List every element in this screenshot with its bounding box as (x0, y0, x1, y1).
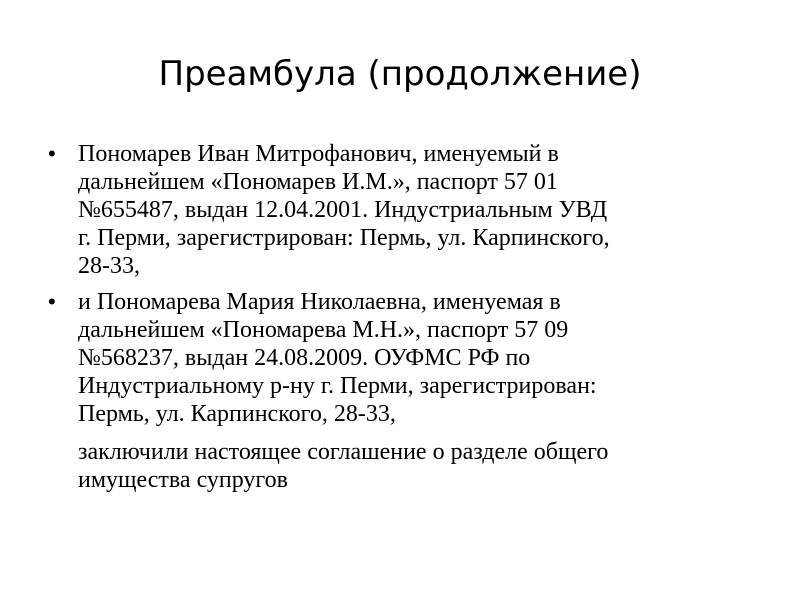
bullet-text-wife: и Пономарева Мария Николаевна, именуемая в дальнейшем «Пономарева М.Н.», паспорт 57 09 №568237, выдан 24.08.2009. ОУФМС РФ по Индустриальному р-ну г. Перми, зарегистрирован: Пермь, ул. Карпинского, 28-33, (78, 289, 597, 427)
bullet-item-husband (40, 140, 760, 280)
agreement-continuation-text: заключили настоящее соглашение о разделе общего имущества супругов (78, 439, 609, 493)
bullet-marker: • (48, 289, 56, 314)
slide-title: Преамбула (продолжение) (158, 54, 642, 94)
bullet-item-wife (40, 288, 760, 428)
bullet-marker: • (48, 141, 56, 166)
bullet-text-husband: Пономарев Иван Митрофанович, именуемый в дальнейшем «Пономарев И.М.», паспорт 57 01 №655487, выдан 12.04.2001. Индустриальным УВД г. Перми, зарегистрирован: Пермь, ул. Карпинского, 28-33, (78, 141, 610, 279)
slide-body (40, 140, 760, 494)
